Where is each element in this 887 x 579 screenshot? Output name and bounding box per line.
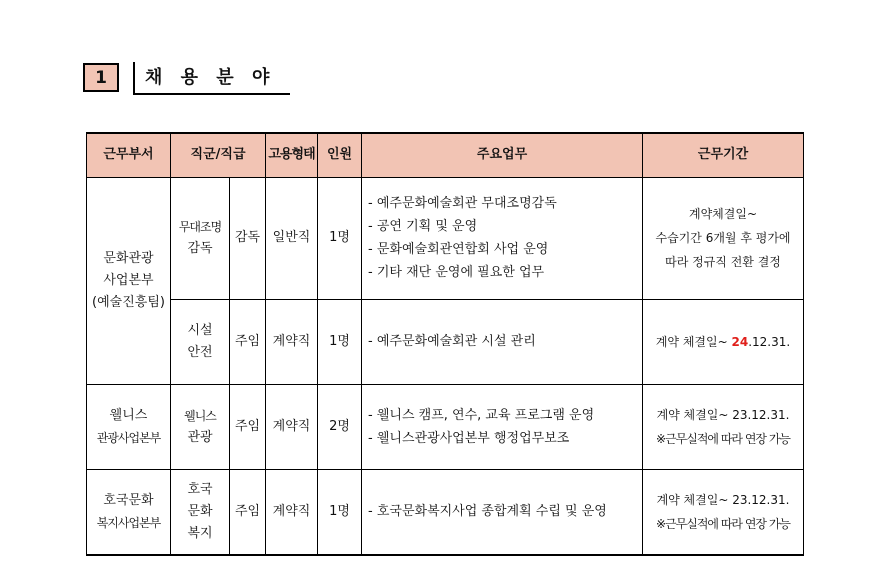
duties-cell: - 호국문화복지사업 종합계획 수립 및 운영 xyxy=(362,469,643,555)
section-title-bar xyxy=(133,62,135,95)
count-cell: 1명 xyxy=(318,299,362,384)
recruitment-table xyxy=(86,132,804,556)
header-duties: 주요업무 xyxy=(362,133,643,177)
table-row xyxy=(87,469,804,555)
dept-cell: 호국문화 복지사업본부 xyxy=(87,469,171,555)
duties-cell: - 예주문화예술회관 무대조명감독 - 공연 기획 및 운영 - 문화예술회관연합회 사업 운영 - 기타 재단 운영에 필요한 업무 xyxy=(362,177,643,299)
header-type: 고용형태 xyxy=(266,133,318,177)
table-row xyxy=(87,299,804,384)
grade-cell: 주임 xyxy=(230,299,266,384)
period-highlight: 24 xyxy=(731,334,749,349)
table-row xyxy=(87,177,804,299)
section-title: 채 용 분 야 xyxy=(145,67,276,88)
job-cell: 호국 문화 복지 xyxy=(171,469,230,555)
period-cell: 계약 체결일~ 23.12.31. ※근무실적에 따라 연장 가능 xyxy=(643,384,804,469)
dept-cell: 문화관광 사업본부 (예술진흥팀) xyxy=(87,177,171,384)
table-header-row xyxy=(87,133,804,177)
table-row xyxy=(87,384,804,469)
section-title-underline xyxy=(133,93,290,95)
section-number: 1 xyxy=(83,63,119,92)
dept-cell: 웰니스 관광사업본부 xyxy=(87,384,171,469)
grade-cell: 주임 xyxy=(230,384,266,469)
grade-cell: 감독 xyxy=(230,177,266,299)
count-cell: 1명 xyxy=(318,469,362,555)
header-job: 직군/직급 xyxy=(171,133,266,177)
duties-cell: - 웰니스 캠프, 연수, 교육 프로그램 운영 - 웰니스관광사업본부 행정업무보조 xyxy=(362,384,643,469)
header-count: 인원 xyxy=(318,133,362,177)
duties-cell: - 예주문화예술회관 시설 관리 xyxy=(362,299,643,384)
period-cell: 계약 체결일~ 23.12.31. ※근무실적에 따라 연장 가능 xyxy=(643,469,804,555)
period-cell: 계약체결일~ 수습기간 6개월 후 평가에 따라 정규직 전환 결정 xyxy=(643,177,804,299)
count-cell: 2명 xyxy=(318,384,362,469)
type-cell: 계약직 xyxy=(266,469,318,555)
period-cell: 계약 체결일~ 24.12.31. xyxy=(643,299,804,384)
count-cell: 1명 xyxy=(318,177,362,299)
job-cell: 웰니스 관광 xyxy=(171,384,230,469)
job-cell: 시설 안전 xyxy=(171,299,230,384)
header-period: 근무기간 xyxy=(643,133,804,177)
type-cell: 계약직 xyxy=(266,384,318,469)
type-cell: 일반직 xyxy=(266,177,318,299)
header-dept: 근무부서 xyxy=(87,133,171,177)
job-cell: 무대조명 감독 xyxy=(171,177,230,299)
type-cell: 계약직 xyxy=(266,299,318,384)
grade-cell: 주임 xyxy=(230,469,266,555)
